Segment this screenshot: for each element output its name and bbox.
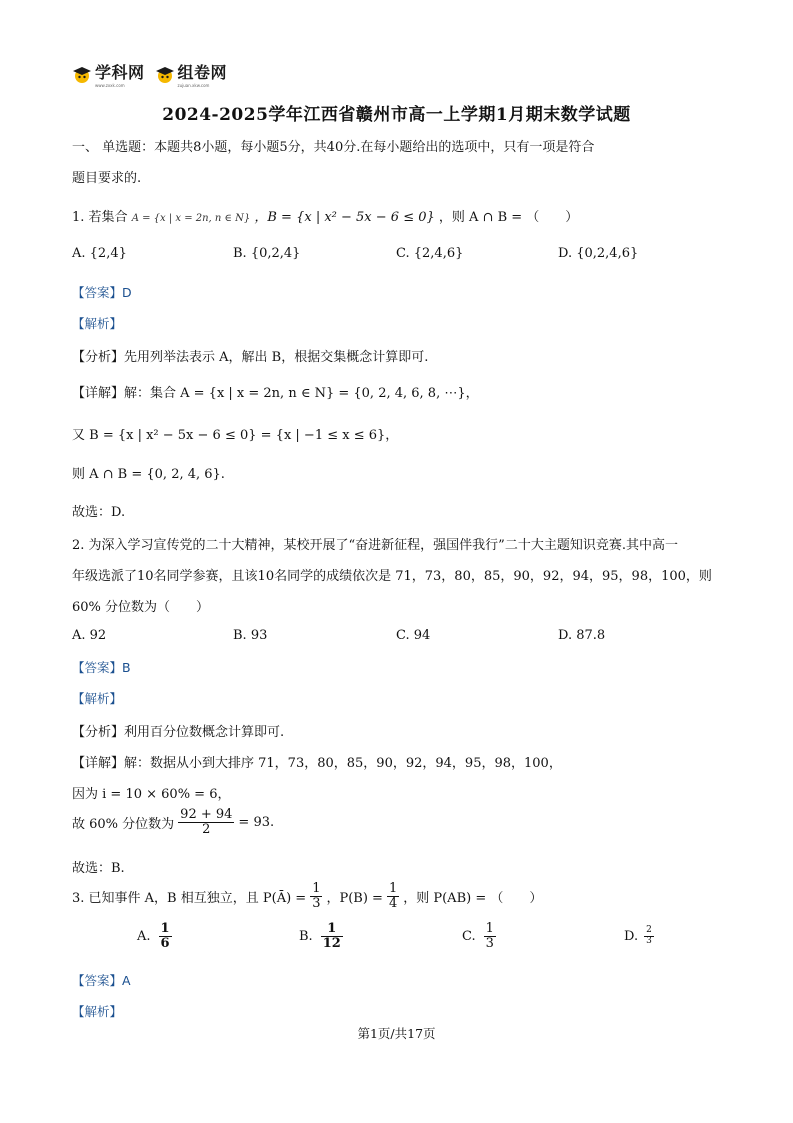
q1-option-a: A. {2,4} (72, 246, 127, 261)
page-footer: 第1页/共17页 (357, 1026, 436, 1041)
q3-option-b-numerator: 1 (321, 922, 343, 937)
q1-stem-prefix: 1. 若集合 (72, 210, 128, 225)
q1-set-b: ，B = {x | x² − 5x − 6 ≤ 0} (254, 210, 435, 225)
q3-pa-fraction (310, 882, 322, 912)
q2-detail-3-prefix: 故 60% 分位数为 (72, 817, 175, 833)
q3-answer: 【答案】A (72, 973, 131, 988)
xuekewang-logo (72, 60, 145, 88)
zujuanwang-logo (155, 60, 228, 88)
q3-option-a (137, 922, 172, 952)
q3-pb-denominator: 4 (388, 896, 398, 912)
header-logo (72, 60, 227, 88)
q3-stem (72, 882, 542, 912)
xuekewang-logo-url: www.zxxk.com (95, 83, 125, 88)
q3-option-b-denominator: 12 (322, 936, 341, 952)
q1-detail-3: 则 A ∩ B = {0, 2, 4, 6}. (72, 467, 225, 482)
q3-option-a-numerator: 1 (160, 921, 170, 936)
page-title: 2024-2025学年江西省赣州市高一上学期1月期末数学试题 (162, 105, 631, 125)
q3-option-b (299, 922, 343, 952)
q3-option-c-denominator: 3 (485, 936, 494, 952)
q2-fraction (178, 808, 234, 838)
q2-fraction-denominator: 2 (202, 822, 211, 838)
section-header-line1: 一、 单选题：本题共8小题，每小题5分，共40分.在每小题给出的选项中，只有一项是符合 (72, 140, 595, 155)
q1-set-a: A = {x | x = 2n, n ∈ N} (131, 213, 251, 224)
q2-choice: 故选：B. (72, 861, 125, 876)
q3-option-d-label: D. (624, 928, 639, 944)
q1-detail-1: 【详解】解：集合 A = {x | x = 2n, n ∈ N} = {0, 2, 4, 6, 8, ⋯}， (72, 386, 479, 401)
q3-pa-denominator: 3 (312, 896, 321, 912)
q2-option-a: A. 92 (72, 628, 107, 643)
graduation-cap-icon (72, 64, 92, 84)
q1-stem (72, 206, 578, 225)
q3-option-c-numerator: 1 (485, 921, 494, 936)
q1-option-d: D. {0,2,4,6} (558, 246, 639, 261)
q1-option-b: B. {0,2,4} (233, 246, 301, 261)
q2-stem-line1: 2. 为深入学习宣传党的二十大精神，某校开展了“奋进新征程，强国伴我行”二十大主题知识竞赛.其中高一 (72, 538, 678, 553)
q3-stem-middle: ，P(B) = (326, 891, 383, 907)
q2-detail-1: 【详解】解：数据从小到大排序 71，73，80，85，90，92，94，95，98，100， (72, 756, 562, 771)
q3-stem-suffix: ，则 P(AB) = （ ） (403, 891, 543, 907)
q3-pa-numerator: 1 (312, 881, 321, 896)
q1-answer: 【答案】D (72, 285, 132, 300)
q3-option-b-label: B. (299, 929, 313, 945)
q2-detail-2: 因为 i = 10 × 60% = 6， (72, 787, 231, 802)
q3-pb-numerator: 1 (388, 881, 398, 896)
q3-option-a-label: A. (137, 929, 151, 945)
q3-option-d-denominator: 3 (646, 935, 652, 946)
q2-option-d: D. 87.8 (558, 628, 606, 643)
q3-option-d-numerator: 2 (646, 925, 652, 935)
q1-fenxi: 【分析】先用列举法表示 A，解出 B，根据交集概念计算即可. (72, 350, 429, 365)
q2-detail-3-suffix: = 93. (238, 815, 275, 831)
q3-pb-fraction (387, 882, 399, 912)
zujuanwang-logo-text: 组卷网 (177, 63, 228, 82)
q1-option-c: C. {2,4,6} (396, 246, 464, 261)
q1-detail-2: 又 B = {x | x² − 5x − 6 ≤ 0} = {x | −1 ≤ x ≤ 6}， (72, 428, 399, 443)
q3-option-c-label: C. (462, 929, 476, 945)
section-header-line2: 题目要求的. (72, 171, 142, 186)
q3-option-d-fraction (644, 926, 654, 947)
q3-option-d (624, 926, 654, 947)
q2-stem-line3: 60% 分位数为（ ） (72, 600, 210, 615)
q3-option-c (462, 922, 496, 952)
q1-choice: 故选：D. (72, 505, 126, 520)
q2-detail-3 (72, 808, 274, 838)
q2-option-b: B. 93 (233, 628, 268, 643)
graduation-cap-icon (155, 64, 175, 84)
q1-analysis-label: 【解析】 (72, 316, 123, 331)
q2-stem-line2: 年级选派了10名同学参赛，且该10名同学的成绩依次是 71，73，80，85，90，92，94，95，98，100，则 (72, 569, 712, 584)
xuekewang-logo-text: 学科网 (95, 63, 145, 82)
q3-option-c-fraction (484, 922, 496, 952)
q2-analysis-label: 【解析】 (72, 691, 123, 706)
q2-option-c: C. 94 (396, 628, 431, 643)
q2-fenxi: 【分析】利用百分位数概念计算即可. (72, 725, 285, 740)
q3-stem-prefix: 3. 已知事件 A，B 相互独立，且 P(Ā) = (72, 891, 307, 907)
q2-answer: 【答案】B (72, 660, 131, 675)
q2-fraction-numerator: 92 + 94 (180, 807, 233, 822)
zujuanwang-logo-url: zujuan.xkw.com (177, 83, 210, 88)
q3-option-a-denominator: 6 (160, 936, 170, 952)
q3-option-a-fraction (159, 922, 172, 952)
q1-stem-suffix: ，则 A ∩ B = （ ） (438, 210, 579, 225)
q3-option-b-fraction (321, 922, 343, 952)
q3-analysis-label: 【解析】 (72, 1004, 123, 1019)
